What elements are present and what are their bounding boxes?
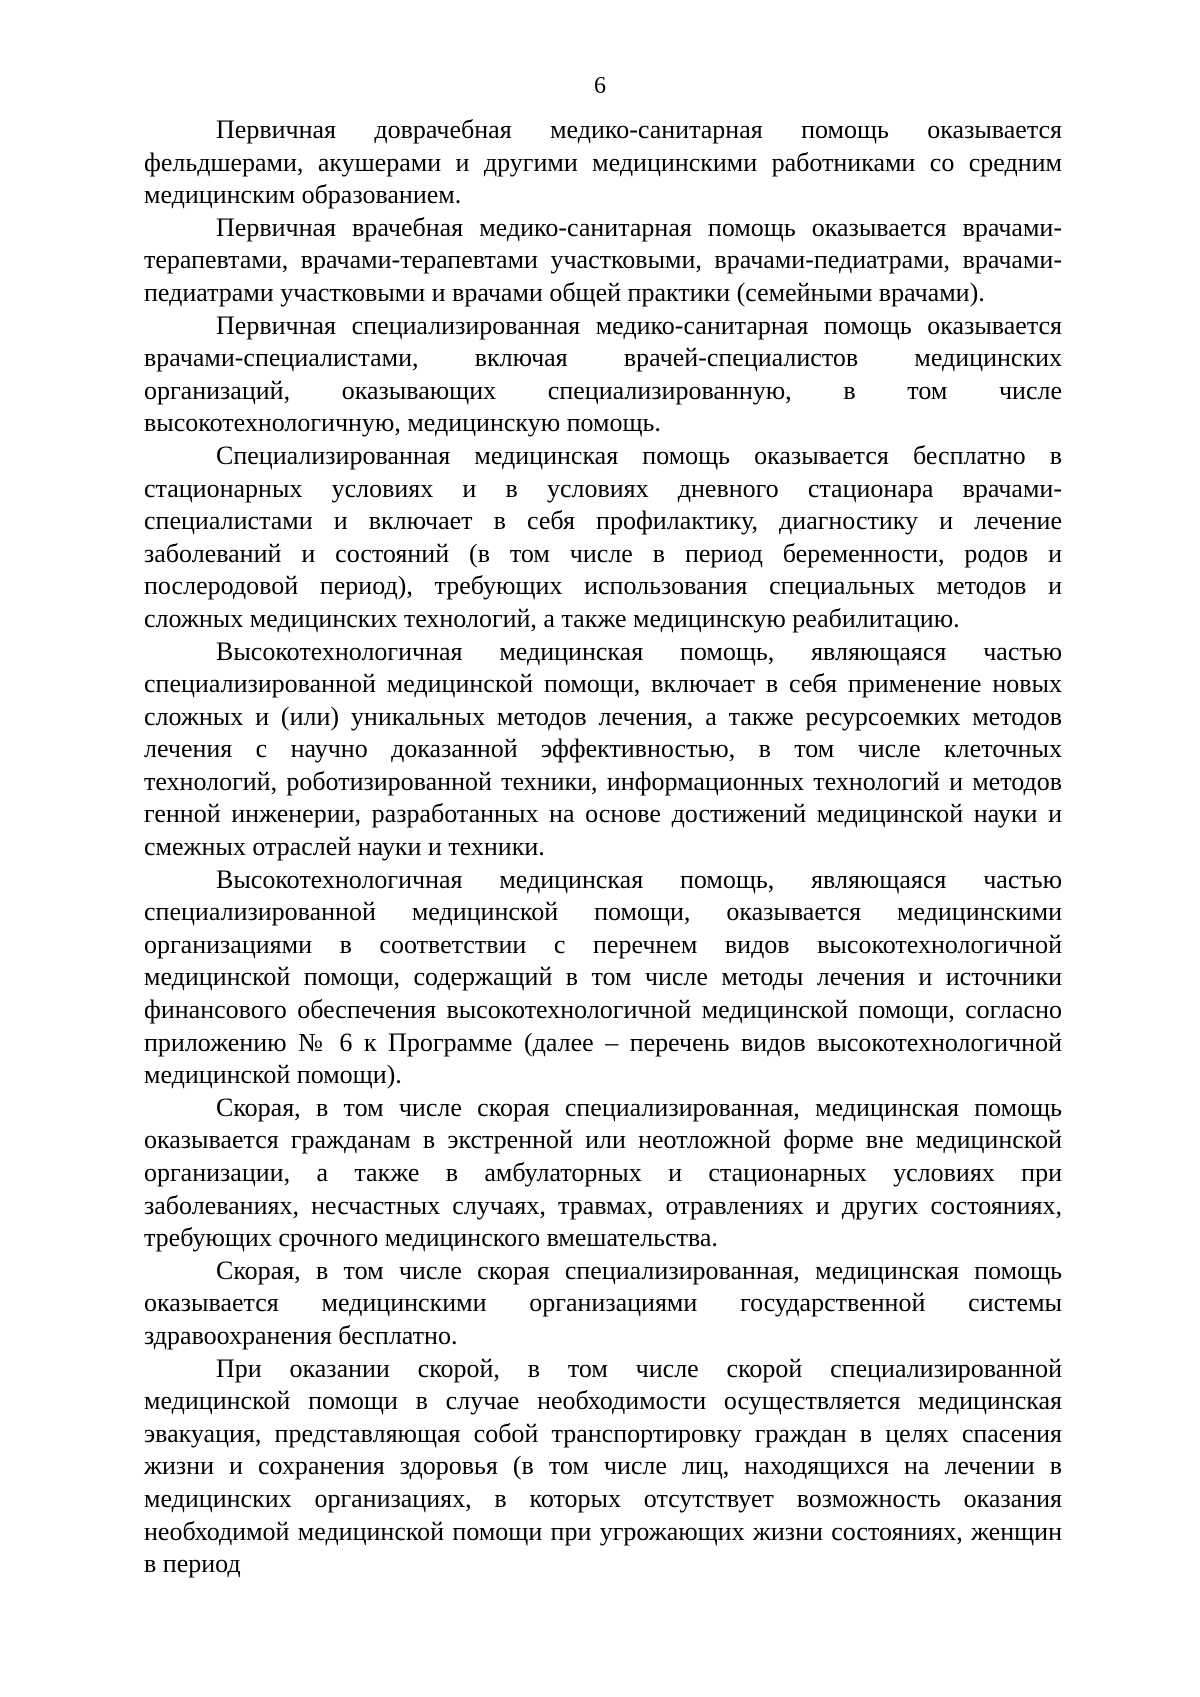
paragraph-primary-physician-care: Первичная врачебная медико-санитарная помощь оказывается врачами-терапевтами, врачами-терапевтами участковыми, врачами-педиатрами, врачами-педиатрами участковыми и врачами общей практики (семейными врачами). [144,212,1062,307]
paragraph-high-tech-care-provision: Высокотехнологичная медицинская помощь, являющаяся частью специализированной медицинской помощи, оказывается медицинскими организациями в соответствии с перечнем видов высокотехнологичной медицинской помощи, содержащий в том числе методы лечения и источники финансового обеспечения высокотехнологичной медицинской помощи, согласно приложению № 6 к Программе (далее – перечень видов высокотехнологичной медицинской помощи). [144,864,1062,1090]
page-number: 6 [594,73,606,99]
paragraph-emergency-care-free: Скорая, в том числе скорая специализированная, медицинская помощь оказывается медицинскими организациями государственной системы здравоохранения бесплатно. [144,1255,1062,1350]
paragraph-primary-prehospital-care: Первичная доврачебная медико-санитарная помощь оказывается фельдшерами, акушерами и другими медицинскими работниками со средним медицинским образованием. [144,115,1062,210]
paragraph-emergency-care: Скорая, в том числе скорая специализированная, медицинская помощь оказывается гражданам в экстренной или неотложной форме вне медицинской организации, а также в амбулаторных и стационарных условиях при заболеваниях, несчастных случаях, травмах, отравлениях и других состояниях, требующих срочного медицинского вмешательства. [144,1092,1062,1253]
paragraph-high-tech-care-definition: Высокотехнологичная медицинская помощь, являющаяся частью специализированной медицинской помощи, включает в себя применение новых сложных и (или) уникальных методов лечения, а также ресурсоемких методов лечения с научно доказанной эффективностью, в том числе клеточных технологий, роботизированной техники, информационных технологий и методов генной инженерии, разработанных на основе достижений медицинской науки и смежных отраслей науки и техники. [144,636,1062,862]
paragraph-specialized-care: Специализированная медицинская помощь оказывается бесплатно в стационарных условиях и в условиях дневного стационара врачами-специалистами и включает в себя профилактику, диагностику и лечение заболеваний и состояний (в том числе в период беременности, родов и послеродовой период), требующих использования специальных методов и сложных медицинских технологий, а также медицинскую реабилитацию. [144,440,1062,633]
document-body [144,114,1062,1581]
paragraph-primary-specialized-care: Первичная специализированная медико-санитарная помощь оказывается врачами-специалистами, включая врачей-специалистов медицинских организаций, оказывающих специализированную, в том числе высокотехнологичную, медицинскую помощь. [144,310,1062,438]
paragraph-medical-evacuation: При оказании скорой, в том числе скорой специализированной медицинской помощи в случае необходимости осуществляется медицинская эвакуация, представляющая собой транспортировку граждан в целях спасения жизни и сохранения здоровья (в том числе лиц, находящихся на лечении в медицинских организациях, в которых отсутствует возможность оказания необходимой медицинской помощи при угрожающих жизни состояниях, женщин в период [144,1353,1062,1579]
